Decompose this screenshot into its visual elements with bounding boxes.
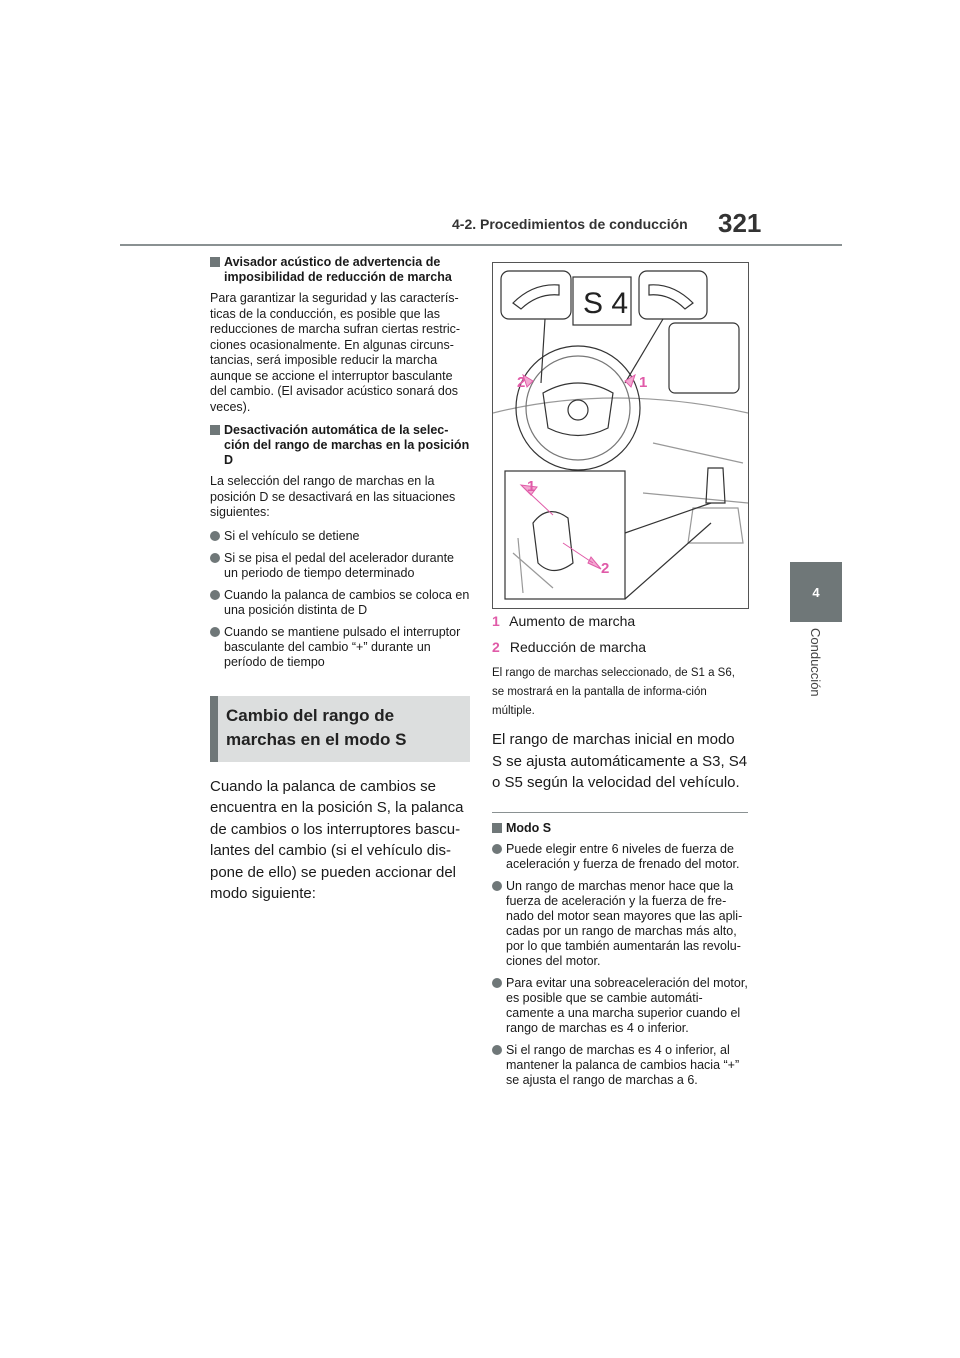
lever-callout-2: 2 bbox=[601, 560, 610, 577]
bullet-item: Un rango de marchas menor hace que la fuerza de aceleración y la fuerza de fre-nado del motor sean mayores que las apli-cadas por un rango de marchas más alto, por lo que también aumentarán las revolu-ciones del motor. bbox=[492, 879, 748, 969]
bullet-item: Cuando la palanca de cambios se coloca en una posición distinta de D bbox=[210, 588, 470, 618]
numbered-item bbox=[492, 638, 748, 656]
bullet-item: Puede elegir entre 6 niveles de fuerza de aceleración y fuerza de frenado del motor. bbox=[492, 842, 748, 872]
body-text: Cuando la palanca de cambios se encuentra en la posición S, la palanca de cambios o los interruptores bascu-lantes del cambio (si el vehículo dis-pone de ello) se pueden accionar del modo siguiente: bbox=[210, 777, 464, 902]
header-divider bbox=[120, 244, 842, 246]
note-text: El rango de marchas seleccionado, de S1 a S6, se mostrará en la pantalla de informa-ción múltiple. bbox=[492, 667, 735, 717]
item-label: Reducción de marcha bbox=[509, 639, 647, 655]
item-number: 1 bbox=[492, 613, 500, 629]
left-column bbox=[210, 255, 470, 905]
bullet-item: Si el vehículo se detiene bbox=[210, 529, 470, 544]
lever-callout-1: 1 bbox=[527, 478, 536, 495]
paragraph: Para garantizar la seguridad y las caracterís-ticas de la conducción, es posible que las reducciones de marcha sufran ciertas restric-ciones ocasionalmente. En algunas circuns-tancias, será imposible reducir la marcha aunque se accione el interruptor basculante del cambio. (El avisador acústico sonará dos veces). bbox=[210, 291, 461, 414]
chapter-number: 4 bbox=[812, 584, 820, 600]
illustration-figure bbox=[492, 262, 749, 609]
cockpit-illustration bbox=[493, 263, 748, 608]
bullet-item: Para evitar una sobreaceleración del motor, es posible que se cambie automáti-camente a una marcha superior cuando el rango de marchas es 4 o inferior. bbox=[492, 976, 748, 1036]
callout-2-label: 2 bbox=[517, 374, 526, 391]
subsection-title: Desactivación automática de la selec-ción del rango de marchas en la posición D bbox=[210, 423, 470, 468]
bullet-item: Si el rango de marchas es 4 o inferior, al mantener la palanca de cambios hacia “+” se ajusta el rango de marchas a 6. bbox=[492, 1043, 748, 1088]
subsection-title: Modo S bbox=[492, 821, 748, 836]
callout-1-label: 1 bbox=[639, 374, 648, 391]
page-number: 321 bbox=[718, 208, 762, 238]
section-divider bbox=[492, 812, 748, 813]
gear-display: S 4 bbox=[583, 287, 629, 320]
item-label: Aumento de marcha bbox=[509, 613, 636, 629]
body-text: El rango de marchas inicial en modo S se ajusta automáticamente a S3, S4 o S5 según la velocidad del vehículo. bbox=[492, 731, 748, 791]
paragraph: La selección del rango de marchas en la posición D se desactivará en las situaciones siguientes: bbox=[210, 474, 456, 519]
section-header-title: 4-2. Procedimientos de conducción bbox=[452, 216, 688, 232]
chapter-label: Conducción bbox=[808, 628, 823, 697]
chapter-tab[interactable] bbox=[790, 562, 842, 622]
chapter-label-wrap bbox=[808, 628, 830, 708]
numbered-item bbox=[492, 612, 748, 630]
section-heading: Cambio del rango de marchas en el modo S bbox=[210, 696, 470, 762]
upshift-arrow-icon bbox=[625, 375, 635, 387]
item-number: 2 bbox=[492, 639, 500, 655]
bullet-item: Cuando se mantiene pulsado el interruptor basculante del cambio “+” durante un período de tiempo bbox=[210, 625, 470, 670]
subsection-title: Avisador acústico de advertencia de imposibilidad de reducción de marcha bbox=[210, 255, 470, 285]
right-column bbox=[492, 612, 748, 1095]
bullet-item: Si se pisa el pedal del acelerador durante un periodo de tiempo determinado bbox=[210, 551, 470, 581]
